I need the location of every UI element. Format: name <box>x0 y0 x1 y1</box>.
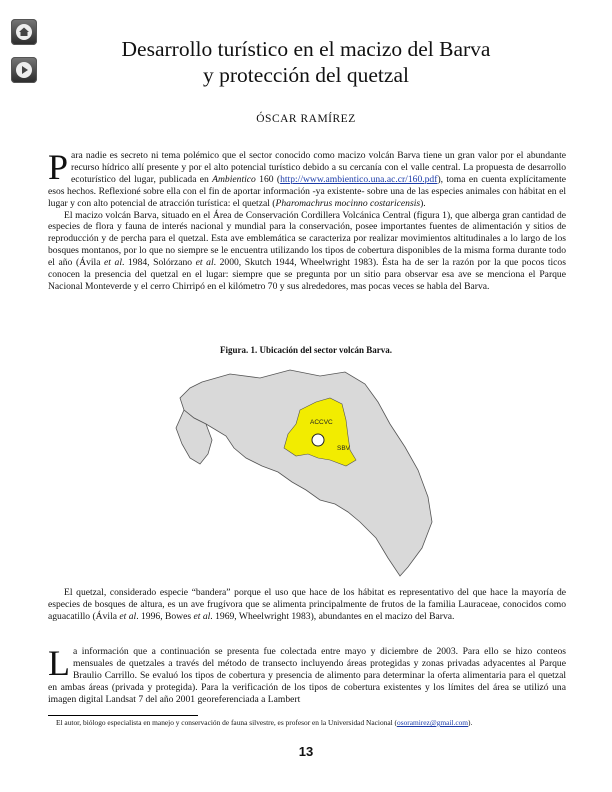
title-line-1: Desarrollo turístico en el macizo del Barva <box>121 37 491 61</box>
ambientico-link[interactable]: http://www.ambientico.una.ac.cr/160.pdf <box>280 173 438 185</box>
accvc-label: ACCVC <box>310 419 333 426</box>
drop-cap: P <box>48 147 69 187</box>
play-next-icon <box>15 61 33 79</box>
paragraph-3-block <box>48 587 566 623</box>
costa-rica-map <box>150 362 464 580</box>
author-name: ÓSCAR RAMÍREZ <box>256 113 356 125</box>
figure-caption: Figura. 1. Ubicación del sector volcán Barva. <box>219 345 393 355</box>
location-map <box>150 362 464 580</box>
title-line-2: y protección del quetzal <box>203 63 409 87</box>
country-outline <box>180 370 432 576</box>
author-footnote: El autor, biólogo especialista en manejo y conservación de fauna silvestre, es profesor en la Universidad Nacional (osoramirez@gmail.com). <box>56 718 473 727</box>
paragraph-4-block <box>48 643 566 706</box>
intro-text <box>48 147 567 293</box>
barva-location-marker <box>312 434 324 446</box>
paragraph-1: Para nadie es secreto ni tema polémico que el sector conocido como macizo volcán Barva tiene un gran valor por el abundante recurso hídrico allí presente y por el alto potencial turístico debido a su cercanía con el valle central. La propuesta de desarrollo ecoturístico del lugar, publicada en Ambientico 160 (http://www.ambientico.una.ac.cr/160.pdf), toma en cuenta explícitamente esos hechos. Reflexioné sobre ella con el fin de aportar información -ya existente- sobre una de las especies animales con hábitat en el lugar y con alto potencial de atracción turística: el quetzal (Pharomachrus mocinno costaricensis). <box>48 147 567 209</box>
author-email-link[interactable]: osoramirez@gmail.com <box>397 718 469 727</box>
article-title <box>80 36 532 88</box>
home-button[interactable] <box>11 19 37 45</box>
next-page-button[interactable] <box>11 57 37 83</box>
drop-cap-2: L <box>48 643 70 683</box>
paragraph-4: La información que a continuación se presenta fue colectada entre mayo y diciembre de 2003. Para ello se hizo conteos mensuales de quetzales a través del método de transecto incluyendo áreas protegidas y zonas privadas adyacentes al Parque Braulio Carrillo. Se evaluó los tipos de cobertura y presencia de alimento para determinar la oferta alimentaria para el quetzal en ambas áreas (privada y protegida). Para la verificación de los tipos de cobertura existentes y los límites del área se utilizó una imagen digital Landsat 7 del año 2001 georeferenciada a Lambert <box>48 643 566 705</box>
sbv-label: SBV <box>337 445 351 452</box>
page-number: 13 <box>298 744 314 759</box>
paragraph-3: El quetzal, considerado especie “bandera” porque el uso que hace de los hábitat es representativo del que hace la mayoría de especies de bosques de altura, es un ave frugívora que se alimenta principalmente de frutos de la familia Lauraceae, conocidos como aguacatillo (Ávila et al. 1996, Bowes et al. 1969, Wheelwright 1983), abundantes en el macizo del Barva. <box>48 587 566 622</box>
home-icon <box>15 23 33 41</box>
paragraph-2: El macizo volcán Barva, situado en el Área de Conservación Cordillera Volcánica Central (figura 1), que alberga gran cantidad de especies de flora y fauna de interés nacional y mundial para la conservación, posee importantes fuentes de alimentación y sitios de reproducción y de percha para el quetzal. Esta ave emblemática se caracteriza por realizar movimientos altitudinales a lo largo de los bosques montanos, por lo que no siempre se le encuentra utilizando los tipos de cobertura disponibles de la misma forma durante todo el año (Ávila et al. 1984, Solórzano et al. 2000, Skutch 1944, Wheelwright 1983). Ésta ha de ser la razón por la que pocos ticos conocen la presencia del quetzal en el lugar: siempre que se pregunta por un sitio para observar esa ave se menciona el Parque Nacional Monteverde y el cerro Chirripó en el kilómetro 70 y sus alrededores, mas pocas veces se habla del Barva. <box>48 209 566 292</box>
footnote-rule <box>48 715 198 716</box>
